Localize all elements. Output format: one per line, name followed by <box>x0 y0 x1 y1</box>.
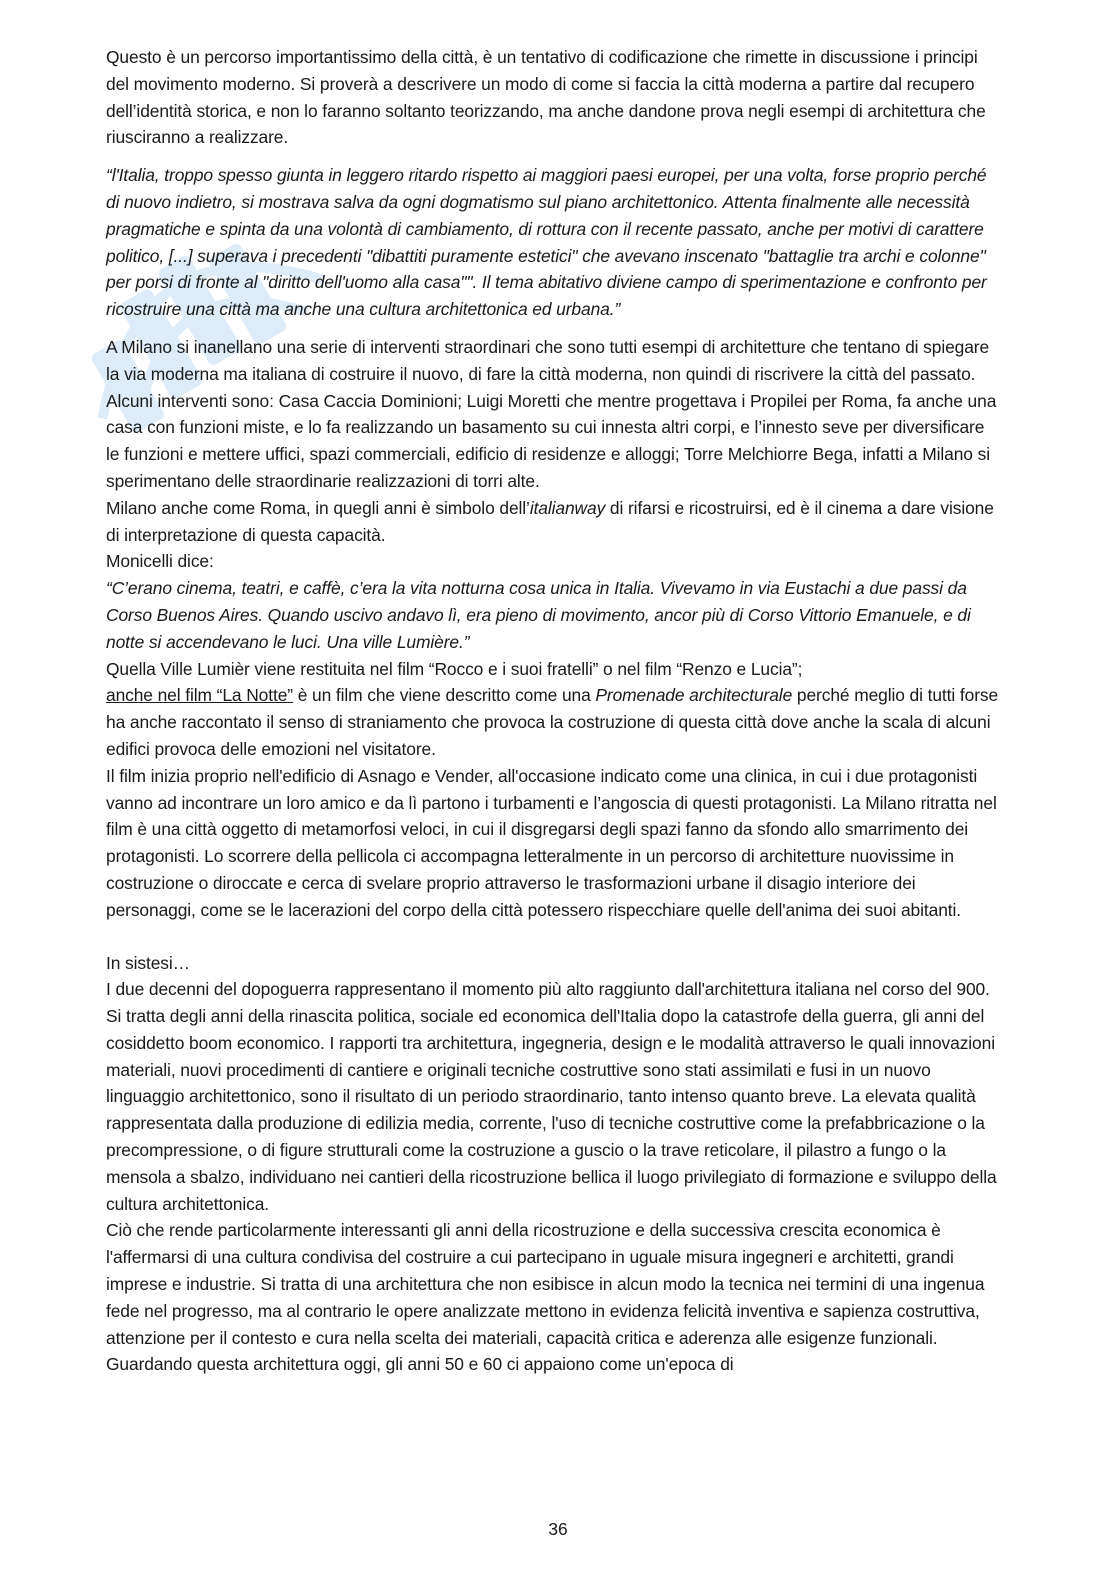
document-page <box>106 44 1002 1378</box>
text-span: è un film che viene descritto come una <box>292 685 596 706</box>
text-span: “l'Italia, troppo spesso giunta in leggero ritardo rispetto ai maggiori paesi europei, per una volta, forse proprio perché di nuovo indietro, si mostrava salva da ogni dogmatismo sul piano architettonico. Attenta finalmente alle necessità pragmatiche e spinta da una volontà di cambiamento, di rottura con il recente passato, anche per motivi di carattere politico, [...] superava i precedenti "dibattiti puramente estetici" che avevano inscenato "battaglie tra archi e colonne" per porsi di fronte al "diritto dell'uomo alla casa"". Il tema abitativo diviene campo di sperimentazione e confronto per ricostruire una città ma anche una cultura architettonica ed urbana.” <box>106 165 987 320</box>
text-span: perché meglio di tutti forse ha anche raccontato il senso di straniamento che provoca la costruzione di questa città dove anche la scala di alcuni edifici provoca delle emozioni nel visitatore. <box>106 685 999 759</box>
text-span: Il film inizia proprio nell'edificio di Asnago e Vender, all'occasione indicato come una clinica, in cui i due protagonisti vanno ad incontrare un loro amico e da lì partono i turbamenti e l’angoscia di questi protagonisti. La Milano ritratta nel film è una città oggetto di metamorfosi veloci, in cui il disgregarsi degli spazi fanno da sfondo allo smarrimento dei protagonisti. Lo scorrere della pellicola ci accompagna letteralmente in un percorso di architetture nuovissime in costruzione o diroccate e cerca di svelare proprio attraverso le trasformazioni urbane il disagio interiore dei personaggi, come se le lacerazioni del corpo della città potessero rispecchiare quelle dell'anima dei suoi abitanti. <box>106 765 997 920</box>
text-span: Questo è un percorso importantissimo della città, è un tentativo di codificazione che rimette in discussione i principi del movimento moderno. Si proverà a descrivere un modo di come si faccia la città moderna a partire dal recupero dell’identità storica, e non lo faranno soltanto teorizzando, ma anche dandone prova negli esempi di architettura che riusciranno a realizzare. <box>106 47 986 148</box>
text-span: Ciò che rende particolarmente interessanti gli anni della ricostruzione e della successiva crescita economica è l'affermarsi di una cultura condivisa del costruire a cui partecipano in uguale misura ingegneri e architetti, grandi imprese e industrie. Si tratta di una architettura che non esibisce in alcun modo la tecnica nei termini di una ingenua fede nel progresso, ma al contrario le opere analizzate mettono in evidenza felicità inventiva e sapienza costruttiva, attenzione per il contesto e cura nella scelta dei materiali, capacità critica e aderenza alle esigenze funzionali. Guardando questa architettura oggi, gli anni 50 e 60 ci appaiono come un'epoca di <box>106 1220 985 1375</box>
quote-italia <box>106 162 1002 323</box>
text-span-underline: anche nel film “La Notte” <box>106 685 293 706</box>
text-span: Monicelli dice: <box>106 551 214 572</box>
text-span: “C’erano cinema, teatri, e caffè, c’era la vita notturna cosa unica in Italia. Vivevamo in via Eustachi a due passi da Corso Buenos Aires. Quando uscivo andavo lì, era pieno di movimento, ancor più di Corso Vittorio Emanuele, e di notte si accendevano le luci. Una ville Lumière.” <box>106 578 971 652</box>
paragraph-monicelli <box>106 548 1002 575</box>
paragraph-ville-lumiere <box>106 656 1002 683</box>
paragraph-film <box>106 763 1002 924</box>
text-span: In sistesi… <box>106 952 190 973</box>
paragraph-interventi <box>106 388 1002 495</box>
text-span: I due decenni del dopoguerra rappresentano il momento più alto raggiunto dall'architettura italiana nel corso del 900. Si tratta degli anni della rinascita politica, sociale ed economica dell'Italia dopo la catastrofe della guerra, gli anni del cosiddetto boom economico. I rapporti tra architettura, ingegneria, design e le modalità attraverso le quali innovazioni materiali, nuovi procedimenti di cantiere e originali tecniche costruttive sono stati assimilati e fusi in un nuovo linguaggio architettonico, sono il risultato di un periodo straordinario, tanto intenso quanto breve. La elevata qualità rappresentata dalla produzione di edilizia media, corrente, l'uso di tecniche costruttive come la prefabbricazione o la precompressione, o di figure strutturali come la costruzione a guscio o la trave reticolare, il pilastro a fungo o la mensola a sbalzo, individuano nei cantieri della ricostruzione bellica il luogo privilegiato di formazione e sviluppo della cultura architettonica. <box>106 979 997 1214</box>
text-span: Quella Ville Lumièr viene restituita nel film “Rocco e i suoi fratelli” o nel film “Renzo e Lucia”; <box>106 658 803 679</box>
text-span: Alcuni interventi sono: Casa Caccia Dominioni; Luigi Moretti che mentre progettava i Propilei per Roma, fa anche una casa con funzioni miste, e lo fa realizzando un basamento su cui innesta altri corpi, e l’innesto seve per diversificare le funzioni e mettere uffici, spazi commerciali, edificio di residenze e alloggi; Torre Melchiorre Bega, infatti a Milano si sperimentano delle straordinarie realizzazioni di torri alte. <box>106 390 997 491</box>
paragraph-dopoguerra <box>106 976 1002 1217</box>
paragraph-roma <box>106 495 1002 549</box>
text-span: di rifarsi e ricostruirsi, ed è il cinema a dare visione di interpretazione di questa capacità. <box>106 497 994 545</box>
text-span: Milano anche come Roma, in quegli anni è simbolo dell’ <box>106 497 530 518</box>
paragraph-la-notte <box>106 682 1002 762</box>
paragraph-sintesi-heading <box>106 950 1002 977</box>
text-span: A Milano si inanellano una serie di interventi straordinari che sono tutti esempi di architetture che tentano di spiegare la via moderna ma italiana di costruire il nuovo, di fare la città moderna, non quindi di riscrivere la città del passato. <box>106 336 990 384</box>
page-number: 36 <box>548 1519 568 1539</box>
text-span-italic: italianway <box>529 497 606 518</box>
paragraph-ricostruzione <box>106 1217 1002 1378</box>
quote-monicelli <box>106 575 1002 655</box>
paragraph-intro <box>106 44 1002 151</box>
paragraph-milano <box>106 334 1002 388</box>
text-span-italic: Promenade architecturale <box>595 685 793 706</box>
